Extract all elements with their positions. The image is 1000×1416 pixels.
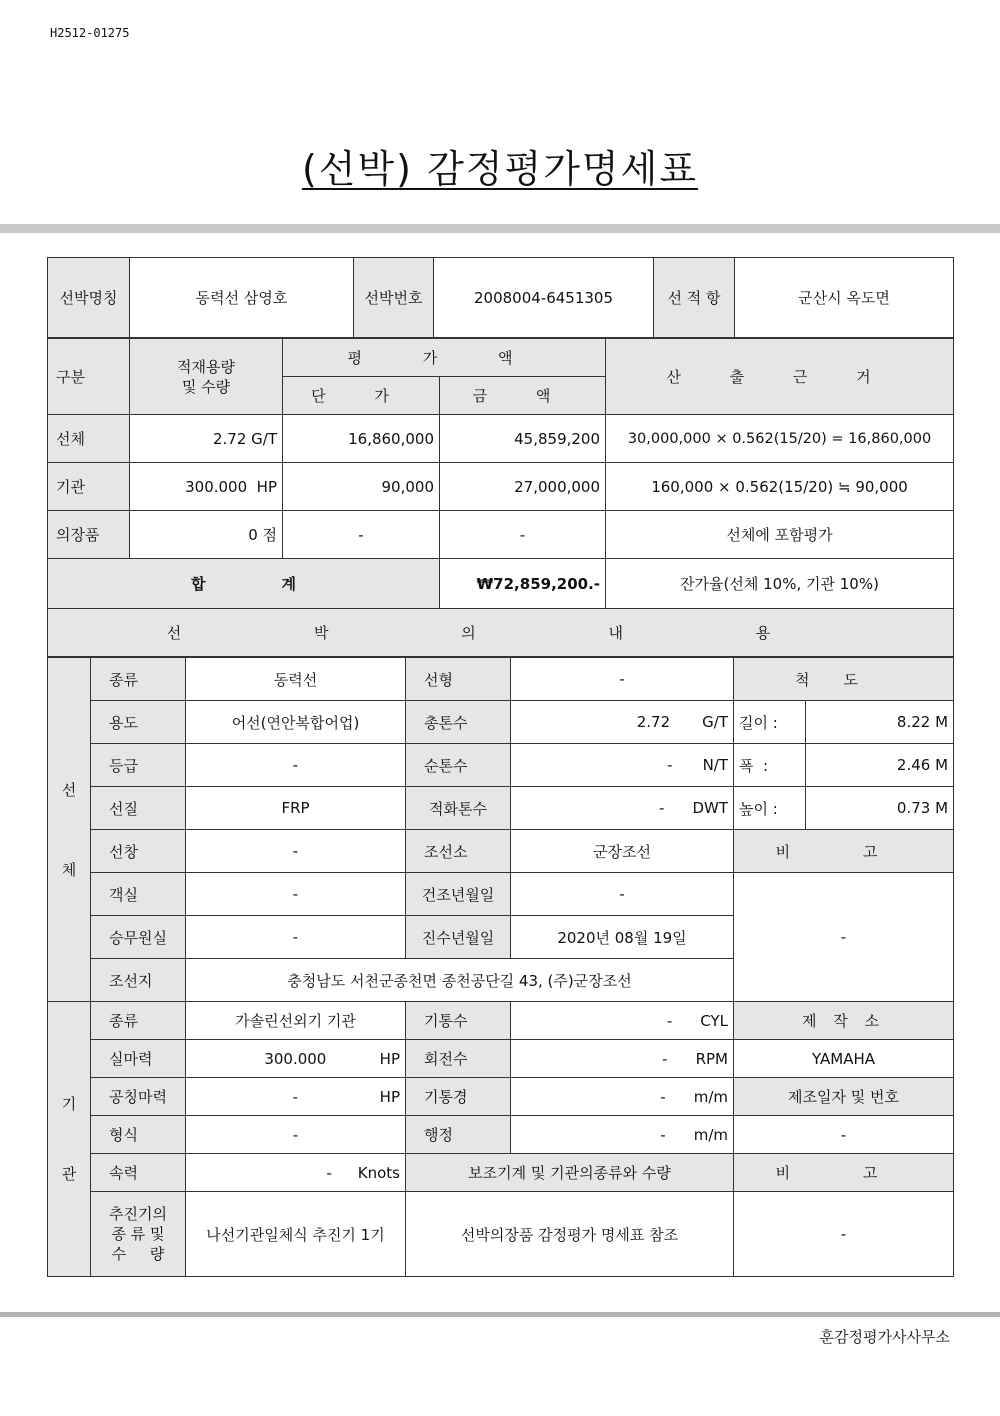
row-amount: 45,859,200: [440, 415, 606, 463]
model-label: 형식: [91, 1116, 186, 1154]
gross-tonnage-unit: G/T: [702, 713, 728, 731]
basis-label: 산 출 근 거: [606, 339, 954, 415]
row-label: 기관: [48, 463, 130, 511]
propulsion-label-line1: 추진기의: [109, 1205, 167, 1223]
crew-room-value: -: [186, 916, 406, 959]
build-site-label: 조선지: [91, 959, 186, 1002]
appraised-value-label: 평 가 액: [283, 339, 606, 377]
hull-section-label: [48, 658, 91, 1002]
unit-price-label: 단 가: [283, 377, 440, 415]
capacity-label-line2: 및 수량: [181, 377, 231, 396]
row-label: 의장품: [48, 511, 130, 559]
appraisal-table: [47, 338, 954, 657]
maker-value: YAMAHA: [734, 1040, 954, 1078]
total-label-a: 합: [191, 575, 206, 593]
hull-shape-value: -: [511, 658, 734, 701]
stroke-value: -: [660, 1125, 666, 1144]
launch-date-value: 2020년 08월 19일: [511, 916, 734, 959]
net-tonnage-unit: N/T: [702, 756, 728, 774]
row-unit-price: 90,000: [283, 463, 440, 511]
table-row: [48, 463, 954, 511]
ship-name-value: 동력선 삼영호: [130, 258, 354, 338]
rated-power-value: -: [292, 1087, 299, 1106]
height-label: 높이 :: [734, 787, 806, 830]
hull-grade-value: -: [186, 744, 406, 787]
row-basis: 선체에 포함평가: [606, 511, 954, 559]
hull-use-value: 어선(연안복합어업): [186, 701, 406, 744]
cabin-label: 객실: [91, 873, 186, 916]
amount-label: 금 액: [440, 377, 606, 415]
rpm-value: -: [662, 1049, 668, 1068]
dwt-cell: [511, 787, 734, 830]
ship-info-table: [47, 257, 954, 338]
width-label: 폭 :: [734, 744, 806, 787]
rpm-unit: RPM: [695, 1049, 728, 1068]
cylinder-count-value: -: [666, 1011, 673, 1030]
engine-kind-value: 가솔린선외기 기관: [186, 1002, 406, 1040]
rpm-cell: [511, 1040, 734, 1078]
net-tonnage-cell: [511, 744, 734, 787]
gross-tonnage-cell: [511, 701, 734, 744]
row-basis: 30,000,000 × 0.562(15/20) = 16,860,000: [606, 415, 954, 463]
details-table: [47, 657, 954, 1277]
hold-label: 선창: [91, 830, 186, 873]
speed-cell: [186, 1154, 406, 1192]
actual-power-cell: [186, 1040, 406, 1078]
cylinder-count-unit: CYL: [700, 1011, 728, 1030]
speed-label: 속력: [91, 1154, 186, 1192]
port-label: 선 적 항: [654, 258, 735, 338]
engine-remarks-value: -: [734, 1192, 954, 1277]
aux-machinery-label: 보조기계 및 기관의종류와 수량: [406, 1154, 734, 1192]
page-title-text: (선박) 감정평가명세표: [301, 147, 699, 191]
bottom-divider: [0, 1312, 1000, 1317]
engine-kind-label: 종류: [91, 1002, 186, 1040]
propulsion-label: [91, 1192, 186, 1277]
width-value: 2.46 M: [806, 744, 954, 787]
hull-kind-value: 동력선: [186, 658, 406, 701]
hull-label-1: 선: [61, 780, 77, 799]
total-label: [48, 559, 440, 609]
total-label-b: 계: [281, 575, 296, 593]
cylinder-count-label: 기통수: [406, 1002, 511, 1040]
ship-name-label: 선박명칭: [48, 258, 130, 338]
mfg-date-label: 제조일자 및 번호: [734, 1078, 954, 1116]
document-number: H2512-01275: [50, 26, 130, 40]
build-site-value: 충청남도 서천군종천면 종천공단길 43, (주)군장조선: [186, 959, 734, 1002]
table-row: [48, 511, 954, 559]
hull-remarks-label: 비 고: [734, 830, 954, 873]
length-value: 8.22 M: [806, 701, 954, 744]
propulsion-value: 나선기관일체식 추진기 1기: [186, 1192, 406, 1277]
row-qty: 0 점: [130, 511, 283, 559]
stroke-unit: m/m: [693, 1125, 728, 1144]
height-value: 0.73 M: [806, 787, 954, 830]
dimensions-label: 척도: [734, 658, 954, 701]
hull-material-value: FRP: [186, 787, 406, 830]
crew-room-label: 승무원실: [91, 916, 186, 959]
hull-kind-label: 종류: [91, 658, 186, 701]
hull-material-label: 선질: [91, 787, 186, 830]
gross-tonnage-value: 2.72: [636, 713, 671, 731]
length-label: 길이 :: [734, 701, 806, 744]
category-label: 구분: [48, 339, 130, 415]
capacity-label: [130, 339, 283, 415]
dwt-unit: DWT: [692, 799, 728, 817]
row-unit-price: -: [283, 511, 440, 559]
rated-power-label: 공칭마력: [91, 1078, 186, 1116]
stroke-cell: [511, 1116, 734, 1154]
port-value: 군산시 옥도면: [735, 258, 954, 338]
row-unit-price: 16,860,000: [283, 415, 440, 463]
speed-value: -: [326, 1163, 332, 1182]
maker-label: 제 작 소: [734, 1002, 954, 1040]
model-value: -: [186, 1116, 406, 1154]
net-tonnage-label: 순톤수: [406, 744, 511, 787]
built-date-label: 건조년월일: [406, 873, 511, 916]
hull-shape-label: 선형: [406, 658, 511, 701]
launch-date-label: 진수년월일: [406, 916, 511, 959]
propulsion-label-line2: 종 류 및: [111, 1225, 165, 1243]
total-row: [48, 559, 954, 609]
cylinder-count-cell: [511, 1002, 734, 1040]
hull-label-2: 체: [61, 860, 77, 879]
gross-tonnage-label: 총톤수: [406, 701, 511, 744]
built-date-value: -: [511, 873, 734, 916]
engine-label-1: 기: [61, 1095, 77, 1113]
actual-power-label: 실마력: [91, 1040, 186, 1078]
bore-cell: [511, 1078, 734, 1116]
dwt-label: 적화톤수: [406, 787, 511, 830]
mfg-date-value: -: [734, 1116, 954, 1154]
rpm-label: 회전수: [406, 1040, 511, 1078]
shipyard-value: 군장조선: [511, 830, 734, 873]
top-divider: [0, 224, 1000, 233]
ship-no-value: 2008004-6451305: [434, 258, 654, 338]
engine-section-label: [48, 1002, 91, 1277]
hull-grade-label: 등급: [91, 744, 186, 787]
row-label: 선체: [48, 415, 130, 463]
aux-machinery-value: 선박의장품 감정평가 명세표 참조: [406, 1192, 734, 1277]
hold-value: -: [186, 830, 406, 873]
row-amount: 27,000,000: [440, 463, 606, 511]
stroke-label: 행정: [406, 1116, 511, 1154]
rated-power-cell: [186, 1078, 406, 1116]
rated-power-unit: HP: [379, 1087, 400, 1106]
footer-office-name: 훈감정평가사사무소: [819, 1328, 950, 1346]
row-basis: 160,000 × 0.562(15/20) ≒ 90,000: [606, 463, 954, 511]
row-amount: -: [440, 511, 606, 559]
details-header: 선 박 의 내 용: [48, 609, 954, 657]
total-note: 잔가율(선체 10%, 기관 10%): [606, 559, 954, 609]
speed-unit: Knots: [357, 1163, 400, 1182]
table-row: [48, 415, 954, 463]
bore-label: 기통경: [406, 1078, 511, 1116]
propulsion-label-line3: 수 량: [111, 1245, 165, 1263]
bore-unit: m/m: [693, 1087, 728, 1106]
row-qty: 300.000 HP: [130, 463, 283, 511]
net-tonnage-value: -: [667, 756, 673, 774]
cabin-value: -: [186, 873, 406, 916]
row-qty: 2.72 G/T: [130, 415, 283, 463]
engine-label-2: 관: [61, 1165, 77, 1183]
actual-power-unit: HP: [379, 1049, 400, 1068]
hull-remarks-value: -: [734, 873, 954, 1002]
capacity-label-line1: 적재용량: [177, 357, 235, 376]
ship-no-label: 선박번호: [354, 258, 434, 338]
shipyard-label: 조선소: [406, 830, 511, 873]
engine-remarks-label: 비 고: [734, 1154, 954, 1192]
bore-value: -: [660, 1087, 666, 1106]
dwt-value: -: [659, 799, 665, 817]
page-title: [0, 138, 1000, 193]
total-amount: ₩72,859,200.-: [440, 559, 606, 609]
actual-power-value: 300.000: [264, 1049, 327, 1068]
hull-use-label: 용도: [91, 701, 186, 744]
